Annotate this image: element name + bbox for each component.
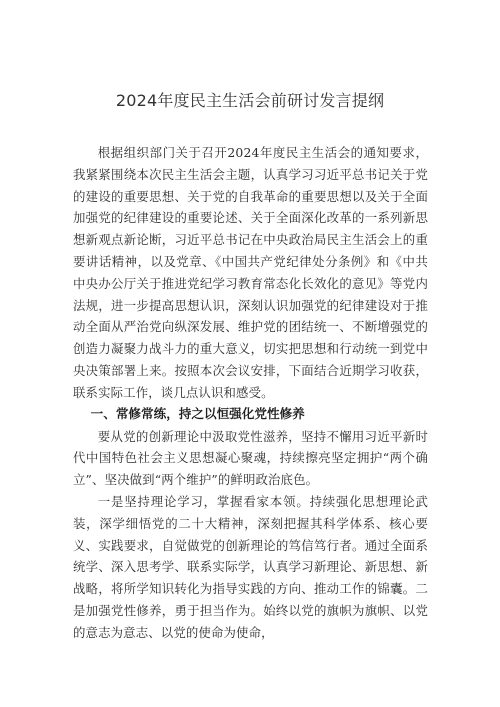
document-body xyxy=(73,142,428,644)
section-1-heading: 一、常修常练，持之以恒强化党性修养 xyxy=(90,405,305,421)
intro-paragraph: 根据组织部门关于召开2024年度民主生活会的通知要求，我紧紧围绕本次民主生活会主题，认真学习习近平总书记关于党的建设的重要思想、关于党的自我革命的重要思想以及关于全面加强党的纪律建设的重要论述、关于全面深化改革的一系列新思想新观点新论断，习近平总书记在中央政治局民主生活会上的重要讲话精神，以及党章、《中国共产党纪律处分条例》和《中共中央办公厅关于推进党纪学习教育常态化长效化的意见》等党内法规，进一步提高思想认识，深刻认识加强党的纪律建设对于推动全面从严治党向纵深发展、维护党的团结统一、不断增强党的创造力凝聚力战斗力的重大意义，切实把思想和行动统一到党中央决策部署上来。按照本次会议安排，下面结合近期学习收获，联系实际工作，谈几点认识和感受。 xyxy=(73,145,428,400)
section-1-paragraph-1: 要从党的创新理论中汲取党性滋养，坚持不懈用习近平新时代中国特色社会主义思想凝心聚魂，持续擦亮坚定拥护“两个确立”、坚决做到“两个维护”的鲜明政治底色。 xyxy=(73,428,428,488)
document-title: 2024年度民主生活会前研讨发言提纲 xyxy=(115,91,385,110)
section-1-paragraph-2: 一是坚持理论学习，掌握看家本领。持续强化思想理论武装，深学细悟党的二十大精神，深刻把握其科学体系、核心要义、实践要求，自觉做党的创新理论的笃信笃行者。通过全面系统学、深入思考学、联系实际学，认真学习新理论、新思想、新战略，将所学知识转化为指导实践的方向、推动工作的锦囊。二是加强党性修养，勇于担当作为。始终以党的旗帜为旗帜、以党的意志为意志、以党的使命为使命， xyxy=(73,493,428,640)
